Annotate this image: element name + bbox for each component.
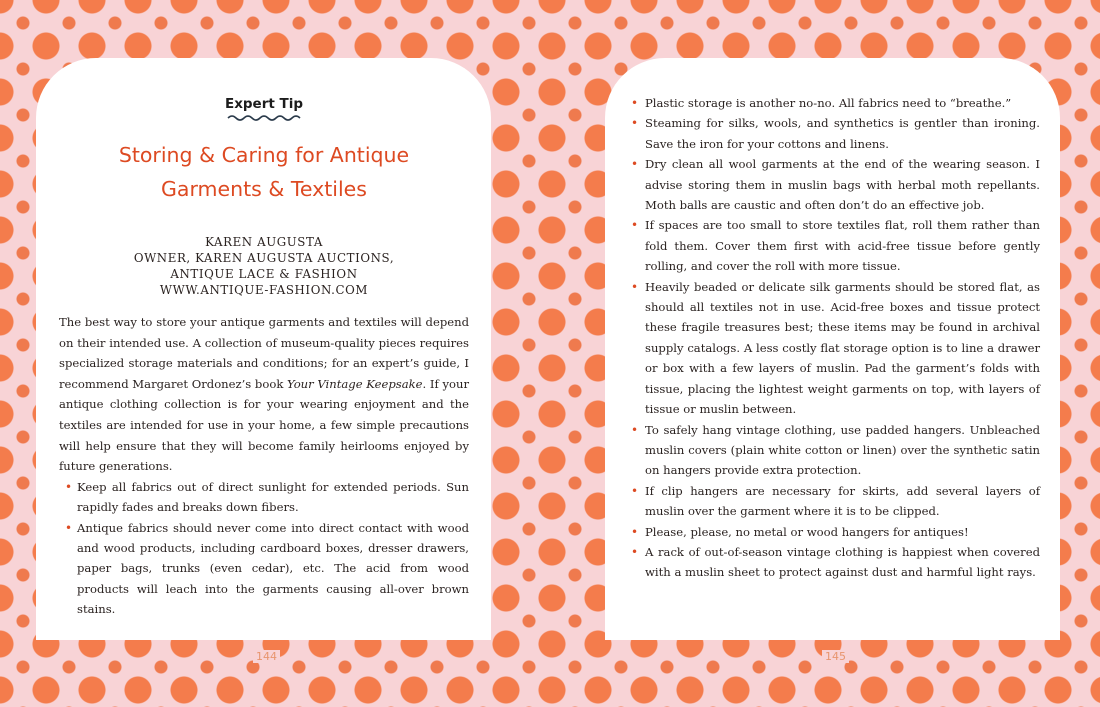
list-item: • Please, please, no metal or wood hangers for antiques! xyxy=(629,522,1040,542)
list-item: • If spaces are too small to store textiles flat, roll them rather than fold them. Cover them first with acid-free tissue before gently rolling, and cover the roll with more tissue. xyxy=(629,215,1040,276)
left-page xyxy=(36,58,491,640)
list-item: • Plastic storage is another no-no. All fabrics need to “breathe.” xyxy=(629,93,1040,113)
list-item: • Steaming for silks, wools, and synthetics is gentler than ironing. Save the iron for your cottons and linens. xyxy=(629,113,1040,154)
list-item: • A rack of out-of-season vintage clothing is happiest when covered with a muslin sheet to protect against dust and harmful light rays. xyxy=(629,542,1040,583)
list-item: • To safely hang vintage clothing, use padded hangers. Unbleached muslin covers (plain white cotton or linen) over the synthetic satin on hangers provide extra protection. xyxy=(629,420,1040,481)
title-line-1: Storing & Caring for Antique xyxy=(118,143,410,167)
book-title: Your Vintage Keepsake xyxy=(287,376,423,391)
byline-website: WWW.ANTIQUE-FASHION.COM xyxy=(159,283,369,297)
page-number-left: 144 xyxy=(253,650,280,663)
intro-text-1: The best way to store your antique garments and textiles will depend on their intended use. A collection of museum-quality pieces requires specialized storage materials and conditions; for an expert’s guide, I recommend Margaret Ordonez’s book xyxy=(59,315,469,391)
byline-business: ANTIQUE LACE & FASHION xyxy=(170,267,358,281)
byline-role: OWNER, KAREN AUGUSTA AUCTIONS, xyxy=(133,251,395,265)
right-page xyxy=(605,58,1060,640)
page-number-right: 145 xyxy=(822,650,849,663)
intro-text-2: . If your antique clothing collection is for your wearing enjoyment and the textiles are intended for use in your home, a few simple precautions will help ensure that they will become family heirlooms enjoyed by future generations. xyxy=(59,376,469,474)
intro-paragraph xyxy=(59,312,469,477)
title-line-2: Garments & Textiles xyxy=(161,177,367,201)
author-byline xyxy=(59,234,469,298)
article-title xyxy=(59,138,469,206)
list-item: • Dry clean all wool garments at the end of the wearing season. I advise storing them in muslin bags with herbal moth repellants. Moth balls are caustic and often don’t do an effective job. xyxy=(629,154,1040,215)
expert-tip-label: Expert Tip xyxy=(224,96,304,112)
list-item: • If clip hangers are necessary for skirts, add several layers of muslin over the garment where it is to be clipped. xyxy=(629,481,1040,522)
list-item: • Antique fabrics should never come into direct contact with wood and wood products, including cardboard boxes, dresser drawers, paper bags, trunks (even cedar), etc. The acid from wood products will leach into the garments causing all-over brown stains. xyxy=(59,518,469,620)
byline-name: KAREN AUGUSTA xyxy=(205,235,323,249)
squiggle-divider-icon xyxy=(227,114,301,122)
right-bullet-list xyxy=(629,93,1040,583)
list-item: • Heavily beaded or delicate silk garments should be stored flat, as should all textiles not in use. Acid-free boxes and tissue protect these fragile treasures best; these items may be found in archival supply catalogs. A less costly flat storage option is to line a drawer or box with a few layers of muslin. Pad the garment’s folds with tissue, placing the lightest weight garments on top, with layers of tissue or muslin between. xyxy=(629,277,1040,420)
left-bullet-list xyxy=(59,477,469,620)
list-item: • Keep all fabrics out of direct sunlight for extended periods. Sun rapidly fades and breaks down fibers. xyxy=(59,477,469,518)
